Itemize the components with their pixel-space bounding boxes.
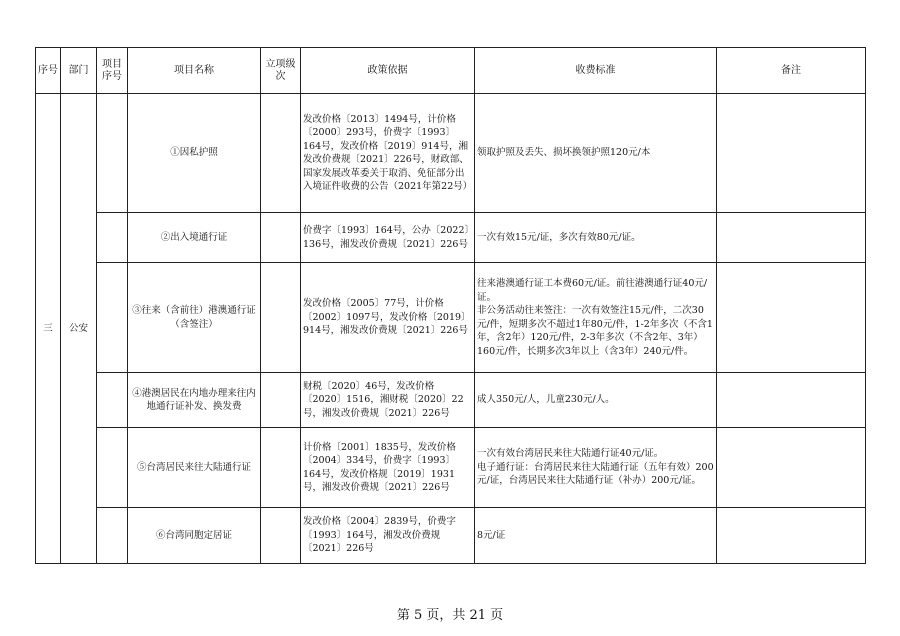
level-cell: [261, 263, 301, 373]
header-dept: 部门: [61, 48, 97, 94]
fee-cell: 成人350元/人，儿童230元/人。: [475, 373, 717, 428]
fee-cell: 一次有效台湾居民来往大陆通行证40元/证。 电子通行证：台湾居民来往大陆通行证（五年有效）200元/证，台湾居民来往大陆通行证（补办）200元/证。: [475, 428, 717, 508]
item-no-cell: [97, 94, 128, 213]
item-no-cell: [97, 428, 128, 508]
fee-cell: 领取护照及丢失、损坏换领护照120元/本: [475, 94, 717, 213]
table-row: [36, 508, 866, 564]
policy-cell: 发改价格〔2013〕1494号，计价格〔2000〕293号，价费字〔1993〕164号，发改价格〔2019〕914号，湘发改价费规〔2021〕226号，财政部、国家发展改革委关于取消、免征部分出入境证件收费的公告（2021年第22号）: [301, 94, 475, 213]
item-name-cell: ③往来（含前往）港澳通行证（含签注）: [128, 263, 261, 373]
item-name-cell: ⑤台湾居民来往大陆通行证: [128, 428, 261, 508]
fee-table: [35, 47, 866, 564]
item-name-cell: ⑥台湾同胞定居证: [128, 508, 261, 564]
level-cell: [261, 94, 301, 213]
item-no-cell: [97, 373, 128, 428]
level-cell: [261, 373, 301, 428]
remark-cell: [717, 428, 866, 508]
header-policy: 政策依据: [301, 48, 475, 94]
policy-cell: 财税〔2020〕46号，发改价格〔2020〕1516，湘财税〔2020〕22号，湘发改价费规〔2021〕226号: [301, 373, 475, 428]
fee-cell: 往来港澳通行证工本费60元/证。前往港澳通行证40元/证。 非公务活动往来签注：一次有效签注15元/件，二次30元/件，短期多次不超过1年80元/件，1-2年多次（不含1年，含2年）120元/件，2-3年多次（不含2年、3年）160元/件，长期多次3年以上（含3年）240元/件。: [475, 263, 717, 373]
table-row: [36, 213, 866, 263]
level-cell: [261, 213, 301, 263]
remark-cell: [717, 213, 866, 263]
fee-cell: 8元/证: [475, 508, 717, 564]
item-name-cell: ②出入境通行证: [128, 213, 261, 263]
table-row: [36, 263, 866, 373]
remark-cell: [717, 263, 866, 373]
remark-cell: [717, 94, 866, 213]
table-row: [36, 428, 866, 508]
level-cell: [261, 428, 301, 508]
table-row: [36, 94, 866, 213]
item-no-cell: [97, 263, 128, 373]
header-level: 立项级次: [261, 48, 301, 94]
header-name: 项目名称: [128, 48, 261, 94]
group-seq: 三: [36, 94, 61, 564]
policy-cell: 计价格〔2001〕1835号，发改价格〔2004〕334号，价费字〔1993〕164号，发改价格规〔2019〕1931号，湘发改价费规〔2021〕226号: [301, 428, 475, 508]
policy-cell: 发改价格〔2004〕2839号，价费字〔1993〕164号，湘发改价费规〔2021〕226号: [301, 508, 475, 564]
fee-cell: 一次有效15元/证，多次有效80元/证。: [475, 213, 717, 263]
page-footer: 第 5 页，共 21 页: [396, 608, 504, 623]
header-remark: 备注: [717, 48, 866, 94]
header-fee: 收费标准: [475, 48, 717, 94]
item-no-cell: [97, 213, 128, 263]
item-name-cell: ①因私护照: [128, 94, 261, 213]
item-name-cell: ④港澳居民在内地办理来往内地通行证补发、换发费: [128, 373, 261, 428]
remark-cell: [717, 373, 866, 428]
header-seq: 序号: [36, 48, 61, 94]
item-no-cell: [97, 508, 128, 564]
table-row: [36, 373, 866, 428]
header-item-no: 项目序号: [97, 48, 128, 94]
level-cell: [261, 508, 301, 564]
group-dept: 公安: [61, 94, 97, 564]
policy-cell: 价费字〔1993〕164号，公办〔2022〕136号，湘发改价费规〔2021〕226号: [301, 213, 475, 263]
policy-cell: 发改价格〔2005〕77号，计价格〔2002〕1097号，发改价格〔2019〕914号，湘发改价费规〔2021〕226号: [301, 263, 475, 373]
header-row: [36, 48, 866, 94]
remark-cell: [717, 508, 866, 564]
